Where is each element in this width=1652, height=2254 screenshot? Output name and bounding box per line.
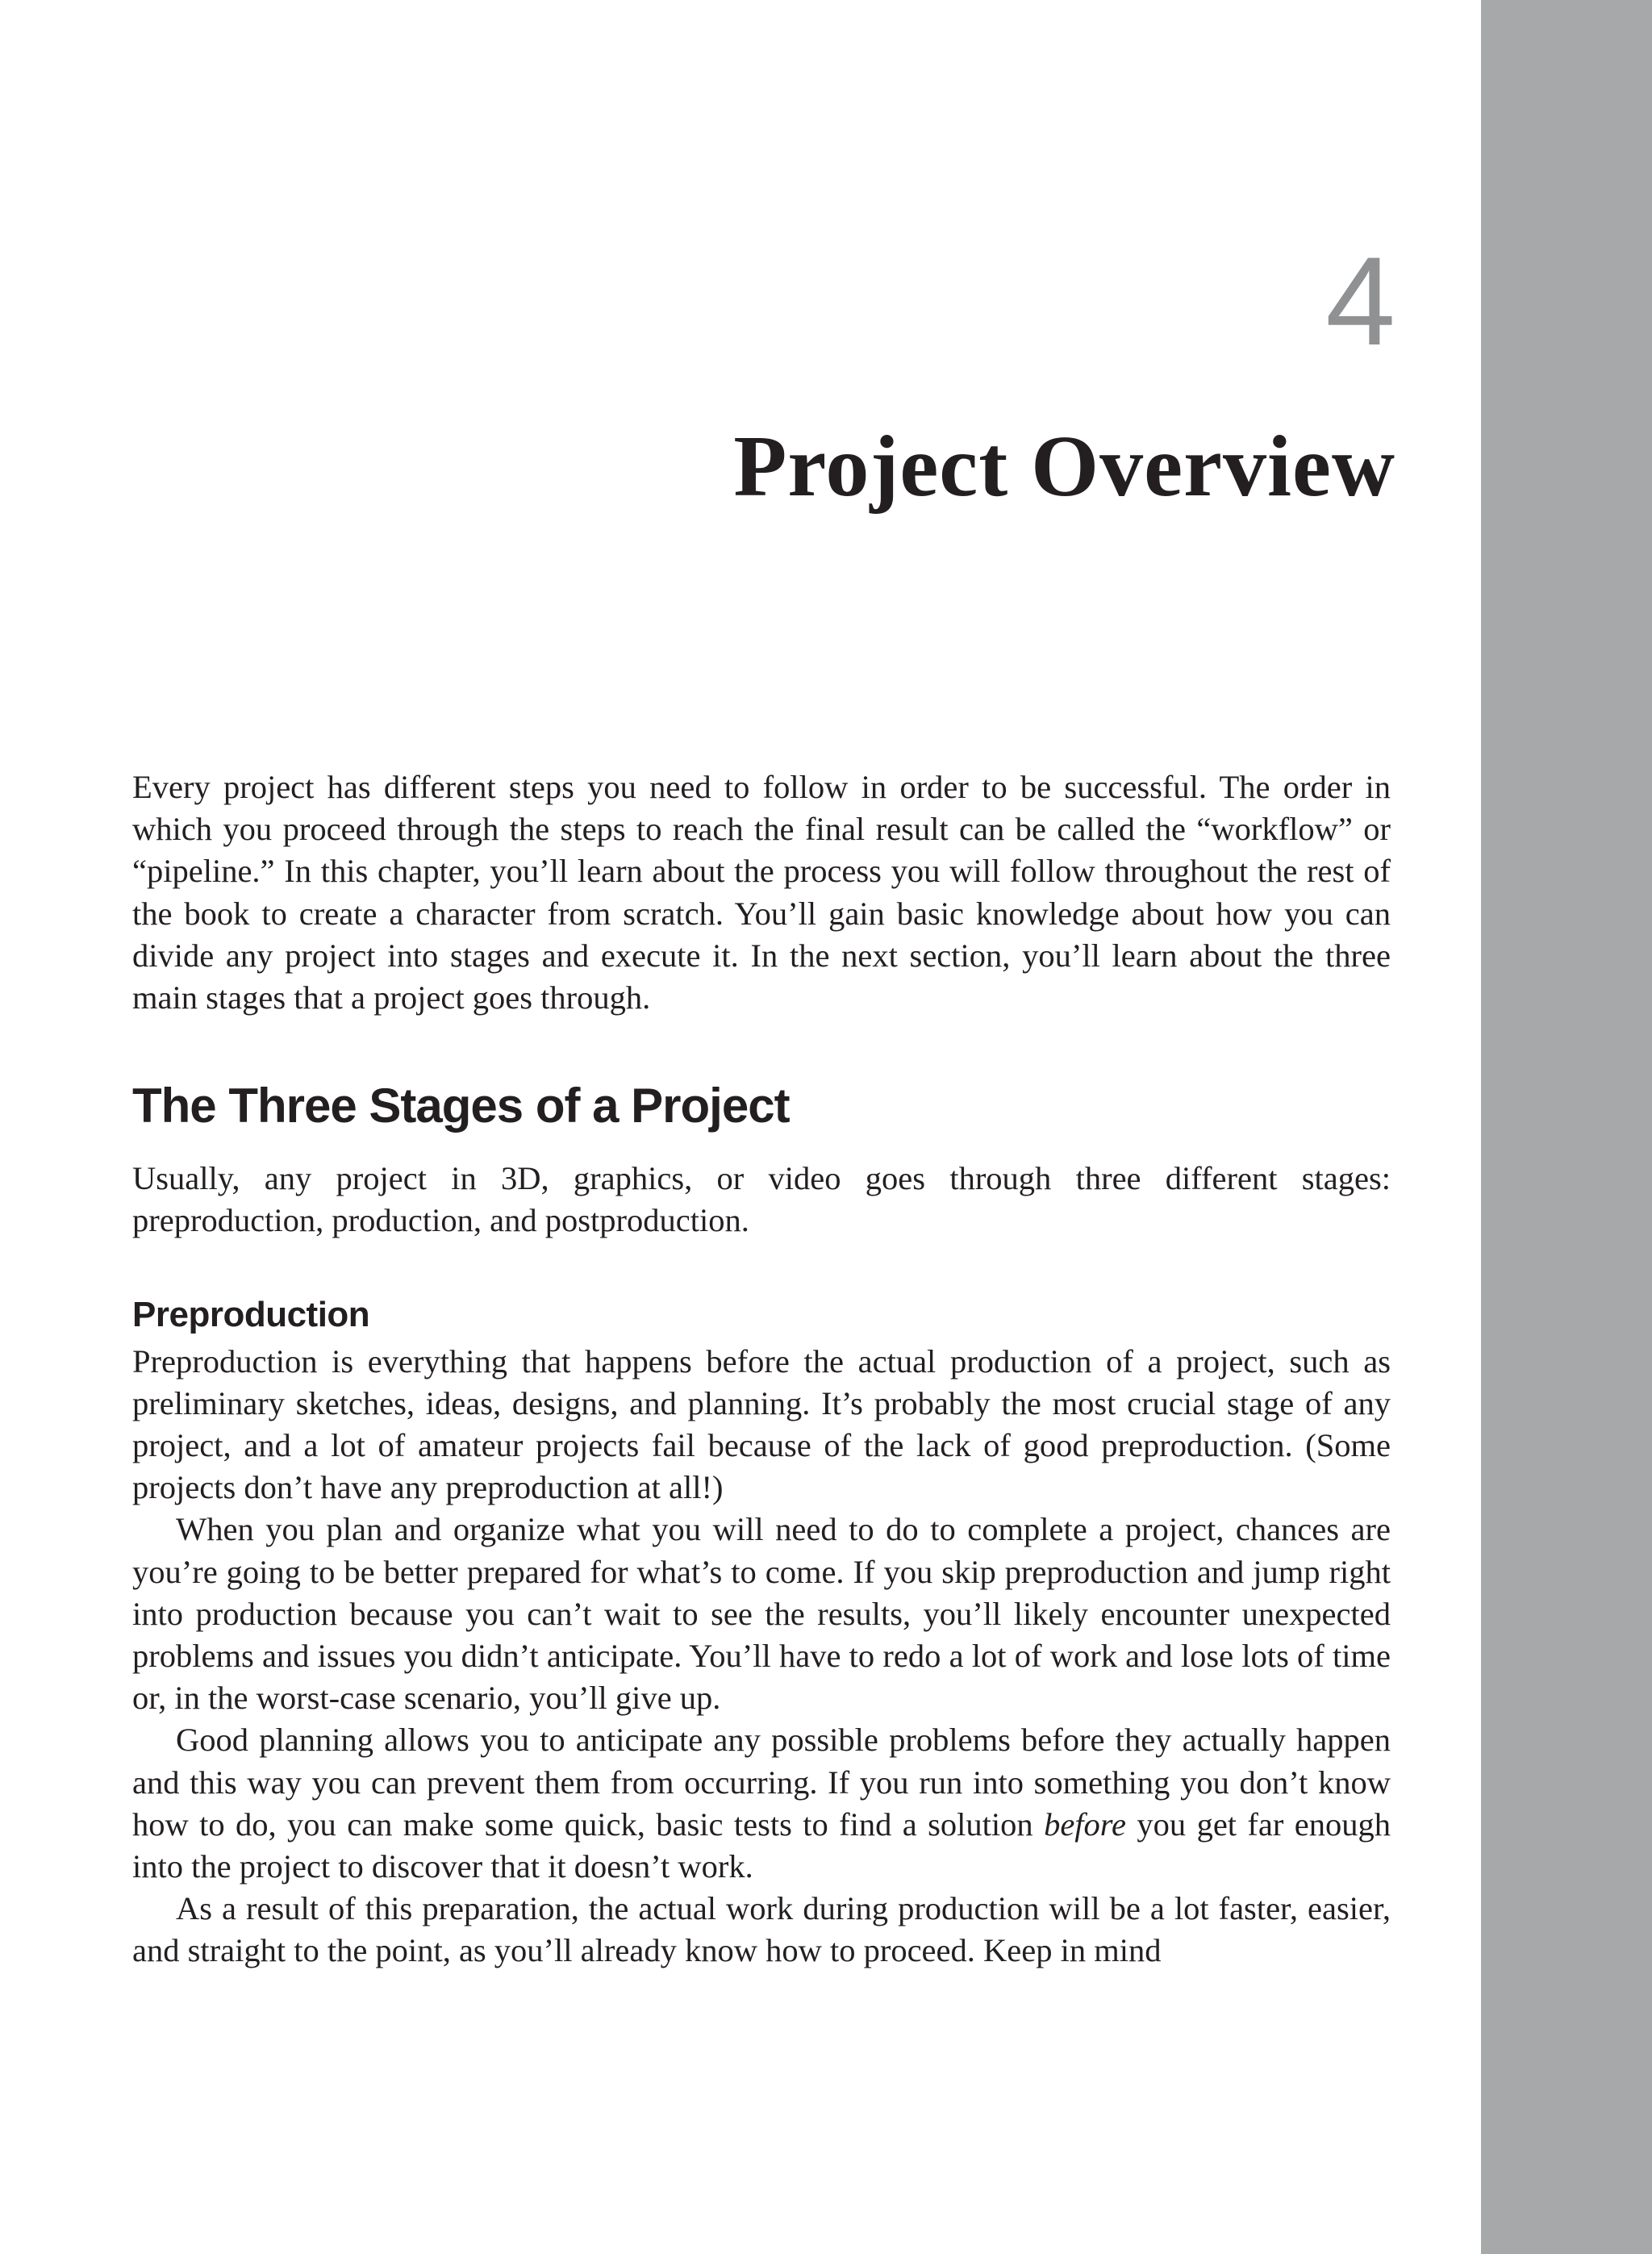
section-paragraph: Usually, any project in 3D, graphics, or video goes through three different stages: preproduction, production, and postproduction. <box>132 1160 1391 1239</box>
chapter-number: 4 <box>1325 232 1395 372</box>
chapter-title: Project Overview <box>733 419 1395 515</box>
subsection-heading: Preproduction <box>132 1294 370 1334</box>
section-heading: The Three Stages of a Project <box>132 1079 790 1133</box>
preproduction-paragraph-2: When you plan and organize what you will need to do to complete a project, chances are you’re going to be better prepared for what’s to come. If you skip preproduction and jump right into production because you can’t wait to see the results, you’ll likely encounter unexpected problems and issues you didn’t anticipate. You’ll have to redo a lot of work and lose lots of time or, in the worst-case scenario, you’ll give up. <box>132 1511 1391 1717</box>
intro-paragraph: Every project has different steps you need to follow in order to be successful. The order in which you proceed through the steps to reach the final result can be called the “workflow” or “pipeline.” In this chapter, you’ll learn about the process you will follow throughout the rest of the book to create a character from scratch. You’ll gain basic knowledge about how you can divide any project into stages and execute it. In the next section, you’ll learn about the three main stages that a project goes through. <box>132 769 1391 1016</box>
page-body <box>132 766 1391 1972</box>
preproduction-paragraph-3 <box>132 1719 1391 1888</box>
preproduction-paragraph-4: As a result of this preparation, the actual work during production will be a lot faster, easier, and straight to the point, as you’ll already know how to proceed. Keep in mind <box>132 1890 1391 1969</box>
paragraph-3-emphasis: before <box>1044 1805 1127 1843</box>
margin-gray-band <box>1481 0 1652 2254</box>
paragraph-3-start: Good planning allows you to anticipate any possible problems before they actually happen and this way you can prevent them from occurring. If you run into something you don’t know how to do, you can make some quick, basic tests to find a solution <box>132 1722 1391 1843</box>
paragraph-3-end: you get far enough into the project to discover that it doesn’t work. <box>132 1805 1391 1885</box>
preproduction-paragraph-1: Preproduction is everything that happens before the actual production of a project, such as preliminary sketches, ideas, designs, and planning. It’s probably the most crucial stage of any project, and a lot of amateur projects fail because of the lack of good preproduction. (Some projects don’t have any preproduction at all!) <box>132 1342 1391 1506</box>
